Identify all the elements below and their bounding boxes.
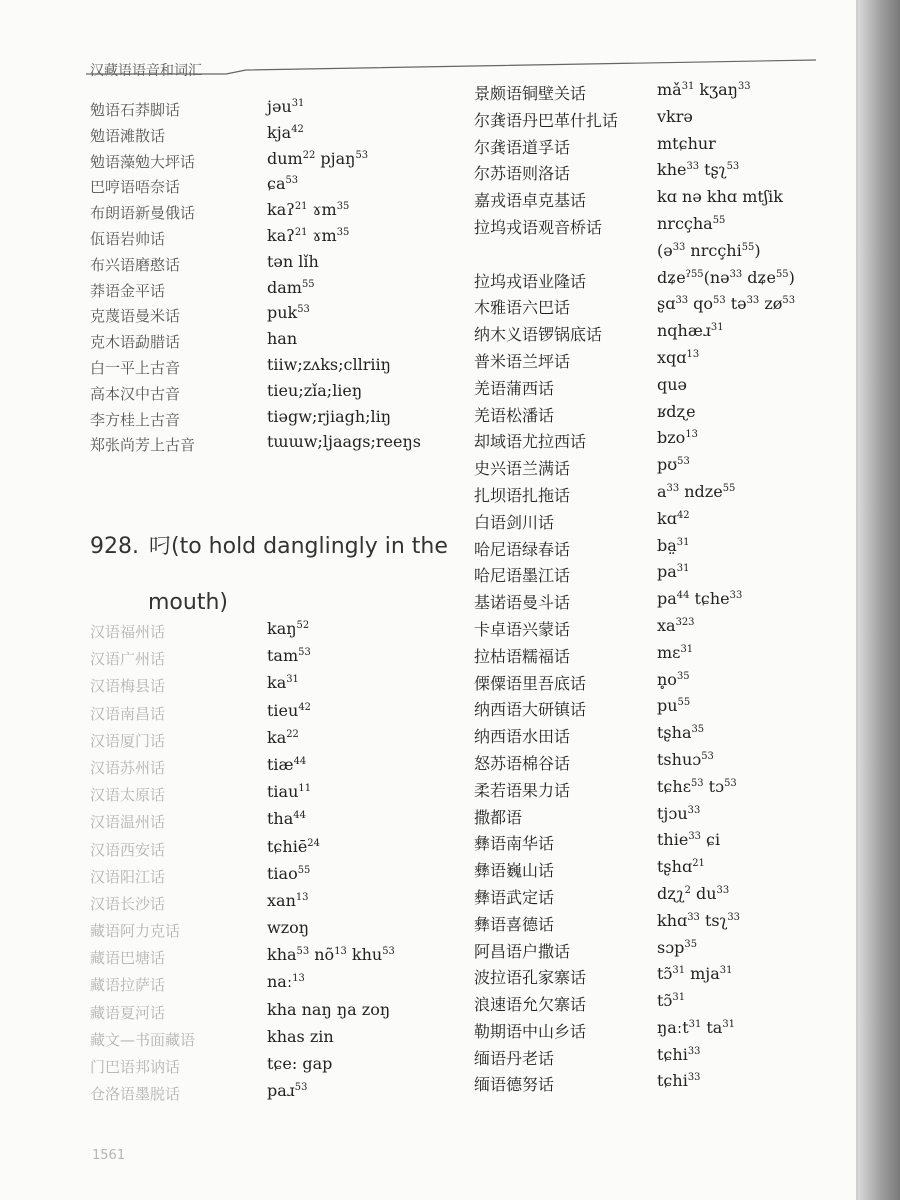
entry-row: [474, 748, 844, 775]
phonetic-form: bzo$^{13}$: [657, 428, 698, 448]
dialect-name: 史兴语兰满话: [474, 459, 571, 479]
dialect-name: 纳西语大研镇话: [474, 700, 587, 720]
dialect-name: 藏语阿力克话: [90, 922, 181, 941]
dialect-name: 羌语蒲西话: [474, 378, 555, 398]
entry-row: [474, 453, 844, 480]
entry-row: [474, 560, 844, 587]
phonetic-form: tɔ̃$^{31}$: [657, 991, 685, 1011]
entry-row: [474, 158, 844, 185]
entry-row: [90, 121, 450, 147]
phonetic-form: $xa^{323}$: [657, 615, 695, 635]
phonetic-form: tiau$^{11}$: [267, 782, 311, 802]
phonetic-form: khas zin: [267, 1026, 334, 1046]
dialect-name: 哈尼语绿春话: [474, 539, 571, 559]
dialect-name: 纳西语水田话: [474, 727, 571, 747]
entry-row: [90, 889, 450, 916]
entry-heading: [90, 519, 450, 631]
phonetic-form: tɕhɛ$^{53}$ tɔ$^{53}$: [657, 776, 737, 796]
dialect-name: 巴哼语唔奈话: [90, 178, 181, 197]
entry-row: [90, 644, 450, 671]
phonetic-form: $n̥o^{35}$: [657, 669, 690, 689]
entry-row: [90, 943, 450, 970]
entry-row: [474, 239, 844, 266]
phonetic-form: tɔ̃$^{31}$ mja$^{31}$: [657, 964, 733, 984]
phonetic-form: jəu$^{31}$: [267, 97, 305, 116]
dialect-name: 羌语松潘话: [474, 405, 555, 425]
dialect-name: 汉语梅县话: [90, 677, 166, 696]
entry-row: [474, 78, 844, 105]
entry-row: [90, 753, 450, 780]
dialect-name: 藏语巴塘话: [90, 949, 166, 968]
phonetic-form: kɑ nə khɑ mtʃik: [657, 187, 783, 207]
phonetic-form: pʊ$^{53}$: [657, 455, 690, 475]
dialect-name: 浪速语允欠寨话: [474, 995, 587, 1015]
dialect-name: 拉坞戎语观音桥话: [474, 217, 603, 237]
phonetic-form: vkrə: [657, 106, 693, 126]
running-head: 汉藏语语音和词汇: [90, 63, 202, 79]
phonetic-form: khe$^{33}$ tʂʅ$^{53}$: [657, 160, 740, 180]
entry-row: [90, 726, 450, 753]
entry-row: [90, 1025, 450, 1052]
dialect-name: 尔龚语道孚话: [474, 137, 571, 157]
dialect-name: 波拉语孔家寨话: [474, 968, 587, 988]
left-column-entries: [90, 617, 450, 1106]
phonetic-form: thie$^{33}$ ɕi: [657, 830, 721, 850]
dialect-name: 彝语南华话: [474, 834, 555, 854]
dialect-name: 拉枯语糯福话: [474, 646, 571, 666]
dialect-name: 缅语德努话: [474, 1075, 555, 1095]
phonetic-form: mɛ$^{31}$: [657, 642, 694, 662]
entry-row: [474, 1069, 844, 1096]
dialect-name: 彝语巍山话: [474, 861, 555, 881]
entry-row: [474, 346, 844, 373]
phonetic-form: ba̤$^{31}$: [657, 535, 690, 555]
phonetic-form: tɕhiē$^{24}$: [267, 836, 320, 856]
entry-row: [474, 962, 844, 989]
entry-row: [474, 319, 844, 346]
phonetic-form: tshuɔ$^{53}$: [657, 749, 714, 769]
dialect-name: 藏语夏河话: [90, 1003, 166, 1022]
entry-row: [90, 250, 450, 276]
phonetic-form: tɕhi$^{33}$: [657, 1071, 701, 1091]
dialect-name: 汉语厦门话: [90, 731, 166, 750]
phonetic-form: paɹ$^{53}$: [267, 1081, 308, 1101]
dialect-name: 纳木义语锣锅底话: [474, 325, 603, 345]
phonetic-form: (ə$^{33}$ nrcçhi$^{55}$): [657, 240, 761, 260]
entry-row: [474, 1043, 844, 1070]
phonetic-form: dʐʅ$^2$ $du^{33}$: [657, 883, 730, 903]
entry-row: [90, 379, 450, 405]
phonetic-form: tieu$^{42}$: [267, 700, 311, 720]
phonetic-form: tjɔu$^{33}$: [657, 803, 701, 823]
entry-gloss-line1: (to hold danglingly in the: [171, 534, 448, 559]
phonetic-form: nrcçha$^{55}$: [657, 213, 726, 233]
dialect-name: 郑张尚芳上古音: [90, 436, 196, 455]
entry-row: [90, 671, 450, 698]
dialect-name: 莽语金平话: [90, 281, 166, 300]
left-column-top: [90, 95, 450, 456]
phonetic-form: kɑ$^{42}$: [657, 508, 690, 528]
dialect-name: 彝语喜德话: [474, 914, 555, 934]
entry-row: [90, 224, 450, 250]
phonetic-form: han: [267, 329, 298, 349]
dialect-name: 克木语勐腊话: [90, 333, 181, 352]
phonetic-form: $a^{33}$ ndze$^{55}$: [657, 481, 736, 501]
entry-row: [474, 614, 844, 641]
phonetic-form: nqhæɹ$^{31}$: [657, 321, 724, 341]
entry-row: [90, 998, 450, 1025]
phonetic-form: dʑe$^{ʔ55}$(nə$^{33}$ dʑe$^{55}$): [657, 267, 795, 287]
dialect-name: 汉语西安话: [90, 840, 166, 859]
entry-row: [474, 721, 844, 748]
phonetic-form: khɑ$^{33}$ tsʅ$^{33}$: [657, 910, 740, 930]
entry-row: [90, 970, 450, 997]
right-column-entries: [474, 78, 844, 1096]
entry-row: [90, 172, 450, 198]
entry-row: [474, 480, 844, 507]
entry-row: [474, 1016, 844, 1043]
dialect-name: 傈僳语里吾底话: [474, 673, 587, 693]
entry-row: [90, 862, 450, 889]
entry-row: [90, 1079, 450, 1106]
dialect-name: 汉语太原话: [90, 786, 166, 805]
phonetic-form: quə: [657, 374, 688, 394]
phonetic-form: kaʔ$^{21}$ ɤm$^{35}$: [267, 200, 350, 220]
dialect-name: 汉语广州话: [90, 650, 166, 669]
dialect-name: 汉语福州话: [90, 623, 166, 641]
phonetic-form: $pa^{31}$: [657, 562, 690, 582]
dialect-name: 汉语阳江话: [90, 867, 166, 886]
entry-row: [90, 430, 450, 456]
entry-character: 叼: [148, 534, 171, 559]
dialect-name: 勒期语中山乡话: [474, 1021, 587, 1041]
dialect-name: 尔龚语丹巴革什扎话: [474, 110, 619, 130]
entry-row: [474, 909, 844, 936]
phonetic-form: tʂhɑ$^{21}$: [657, 857, 705, 877]
entry-row: [474, 373, 844, 400]
phonetic-form: xqɑ$^{13}$: [657, 347, 700, 367]
dialect-name: 白语剑川话: [474, 512, 555, 532]
dialect-name: 卡卓语兴蒙话: [474, 619, 571, 639]
dialect-name: 撒都语: [474, 807, 523, 827]
entry-row: [474, 426, 844, 453]
entry-gloss-line2: mouth): [148, 590, 228, 615]
phonetic-form: $ka^{31}$: [267, 673, 299, 693]
dialect-name: 勉语滩散话: [90, 126, 166, 145]
phonetic-form: $pu^{55}$: [657, 696, 691, 716]
phonetic-form: kha$^{53}$ $nõ^{13}$ khu$^{53}$: [267, 945, 395, 965]
entry-row: [90, 353, 450, 379]
dialect-name: 嘉戎语卓克基话: [474, 191, 587, 211]
dialect-name: 布兴语磨憨话: [90, 255, 181, 274]
phonetic-form: ɕa$^{53}$: [267, 174, 299, 194]
entry-row: [474, 400, 844, 427]
phonetic-form: dam$^{55}$: [267, 277, 315, 297]
phonetic-form: kha naŋ ŋa zoŋ: [267, 999, 391, 1019]
entry-row: [90, 1052, 450, 1079]
dialect-name: 尔苏语则洛话: [474, 164, 571, 184]
dialect-name: 汉语温州话: [90, 813, 166, 832]
dialect-name: 仓洛语墨脱话: [90, 1085, 181, 1104]
entry-row: [474, 802, 844, 829]
dialect-name: 拉坞戎语业隆话: [474, 271, 587, 291]
dialect-name: 李方桂上古音: [90, 410, 181, 429]
entry-row: [474, 694, 844, 721]
dialect-name: 普米语兰坪话: [474, 351, 571, 371]
dialect-name: 柔若语果力话: [474, 780, 571, 800]
entry-row: [474, 132, 844, 159]
entry-row: [474, 989, 844, 1016]
entry-row: [90, 699, 450, 726]
phonetic-form: sɔp$^{35}$: [657, 937, 698, 957]
phonetic-form: $ka^{22}$: [267, 727, 299, 747]
dialect-name: 勉语藻勉大坪话: [90, 152, 196, 171]
phonetic-form: tən lǐh: [267, 251, 319, 271]
phonetic-form: ʁdʐe: [657, 401, 696, 421]
entry-row: [474, 292, 844, 319]
phonetic-form: ŋaːt$^{31}$ $ta^{31}$: [657, 1017, 735, 1037]
entry-row: [474, 828, 844, 855]
phonetic-form: tɕe: gap: [267, 1054, 333, 1073]
phonetic-form: dum$^{22}$ pjaŋ$^{53}$: [267, 148, 369, 168]
entry-row: [90, 835, 450, 862]
phonetic-form: tiæ$^{44}$: [267, 754, 307, 774]
page-number: 1561: [92, 1148, 126, 1163]
dialect-name: 扎坝语扎拖话: [474, 485, 571, 505]
dialect-name: 藏语拉萨话: [90, 976, 166, 995]
phonetic-form: tam$^{53}$: [267, 646, 311, 666]
entry-row: [474, 855, 844, 882]
entry-row: [90, 276, 450, 302]
entry-row: [90, 405, 450, 431]
entry-row: [90, 617, 450, 644]
phonetic-form: tiao$^{55}$: [267, 863, 311, 883]
dialect-name: 布朗语新曼俄话: [90, 204, 196, 223]
phonetic-form: xan$^{13}$: [267, 890, 309, 910]
entry-row: [474, 936, 844, 963]
entry-row: [474, 775, 844, 802]
phonetic-form: kaʔ$^{21}$ ɤm$^{35}$: [267, 225, 350, 245]
dialect-name: 基诺语曼斗话: [474, 593, 571, 613]
entry-row: [90, 301, 450, 327]
phonetic-form: $pa^{44}$ tɕhe$^{33}$: [657, 589, 743, 609]
phonetic-form: tiəgw;rjiagh;liŋ: [267, 406, 392, 426]
phonetic-form: naː$^{13}$: [267, 972, 305, 992]
dialect-name: 哈尼语墨江话: [474, 566, 571, 586]
dialect-name: 佤语岩帅话: [90, 229, 166, 248]
entry-row: [90, 95, 450, 121]
phonetic-form: kja$^{42}$: [267, 122, 304, 142]
phonetic-form: tɕhi$^{33}$: [657, 1044, 701, 1064]
phonetic-form: tieu;zǐa;lieŋ: [267, 380, 363, 400]
phonetic-form: $mǎ^{31}$ kʒaŋ$^{33}$: [657, 80, 751, 99]
entry-row: [474, 534, 844, 561]
phonetic-form: wzoŋ: [267, 918, 310, 938]
dialect-name: 门巴语邦讷话: [90, 1058, 181, 1076]
entry-row: [474, 185, 844, 212]
dialect-name: 木雅语六巴话: [474, 298, 571, 318]
phonetic-form: kaŋ$^{52}$: [267, 619, 310, 638]
book-spine-shadow: [858, 0, 900, 1200]
entry-row: [474, 212, 844, 239]
dialect-name: 景颇语铜壁关话: [474, 84, 587, 103]
entry-row: [474, 266, 844, 293]
dialect-name: 怒苏语棉谷话: [474, 753, 571, 773]
dialect-name: 高本汉中古音: [90, 384, 181, 403]
entry-row: [90, 198, 450, 224]
entry-row: [474, 507, 844, 534]
entry-row: [90, 916, 450, 943]
entry-number: 928.: [90, 534, 139, 559]
entry-row: [474, 668, 844, 695]
dialect-name: 汉语南昌话: [90, 704, 166, 723]
dialect-name: 汉语长沙话: [90, 894, 166, 913]
phonetic-form: puk$^{53}$: [267, 303, 310, 323]
entry-row: [90, 807, 450, 834]
phonetic-form: ʂɑ$^{33}$ $qo^{53}$ tə$^{33}$ $zø^{53}$: [657, 294, 795, 314]
dialect-name: 白一平上古音: [90, 358, 181, 377]
header-rule: [86, 58, 816, 78]
entry-row: [90, 780, 450, 807]
dialect-name: 却域语尤拉西话: [474, 432, 587, 452]
dialect-name: 缅语丹老话: [474, 1048, 555, 1068]
dialect-name: 彝语武定话: [474, 887, 555, 907]
entry-row: [90, 147, 450, 173]
entry-row: [474, 882, 844, 909]
phonetic-form: tɯɯw;ljaags;reeŋs: [267, 432, 421, 452]
entry-row: [474, 105, 844, 132]
entry-row: [90, 327, 450, 353]
dialect-name: 阿昌语户撒话: [474, 941, 571, 961]
phonetic-form: tiiw;zʌks;cllriiŋ: [267, 354, 391, 374]
entry-row: [474, 587, 844, 614]
phonetic-form: tha$^{44}$: [267, 809, 306, 829]
phonetic-form: tʂha$^{35}$: [657, 723, 705, 743]
entry-row: [474, 641, 844, 668]
dialect-name: 藏文—书面藏语: [90, 1030, 196, 1049]
dialect-name: 勉语石莽脚话: [90, 101, 181, 119]
dialect-name: 汉语苏州话: [90, 758, 166, 777]
dialect-name: 克蔑语曼米话: [90, 307, 181, 326]
phonetic-form: mtɕhur: [657, 133, 716, 153]
